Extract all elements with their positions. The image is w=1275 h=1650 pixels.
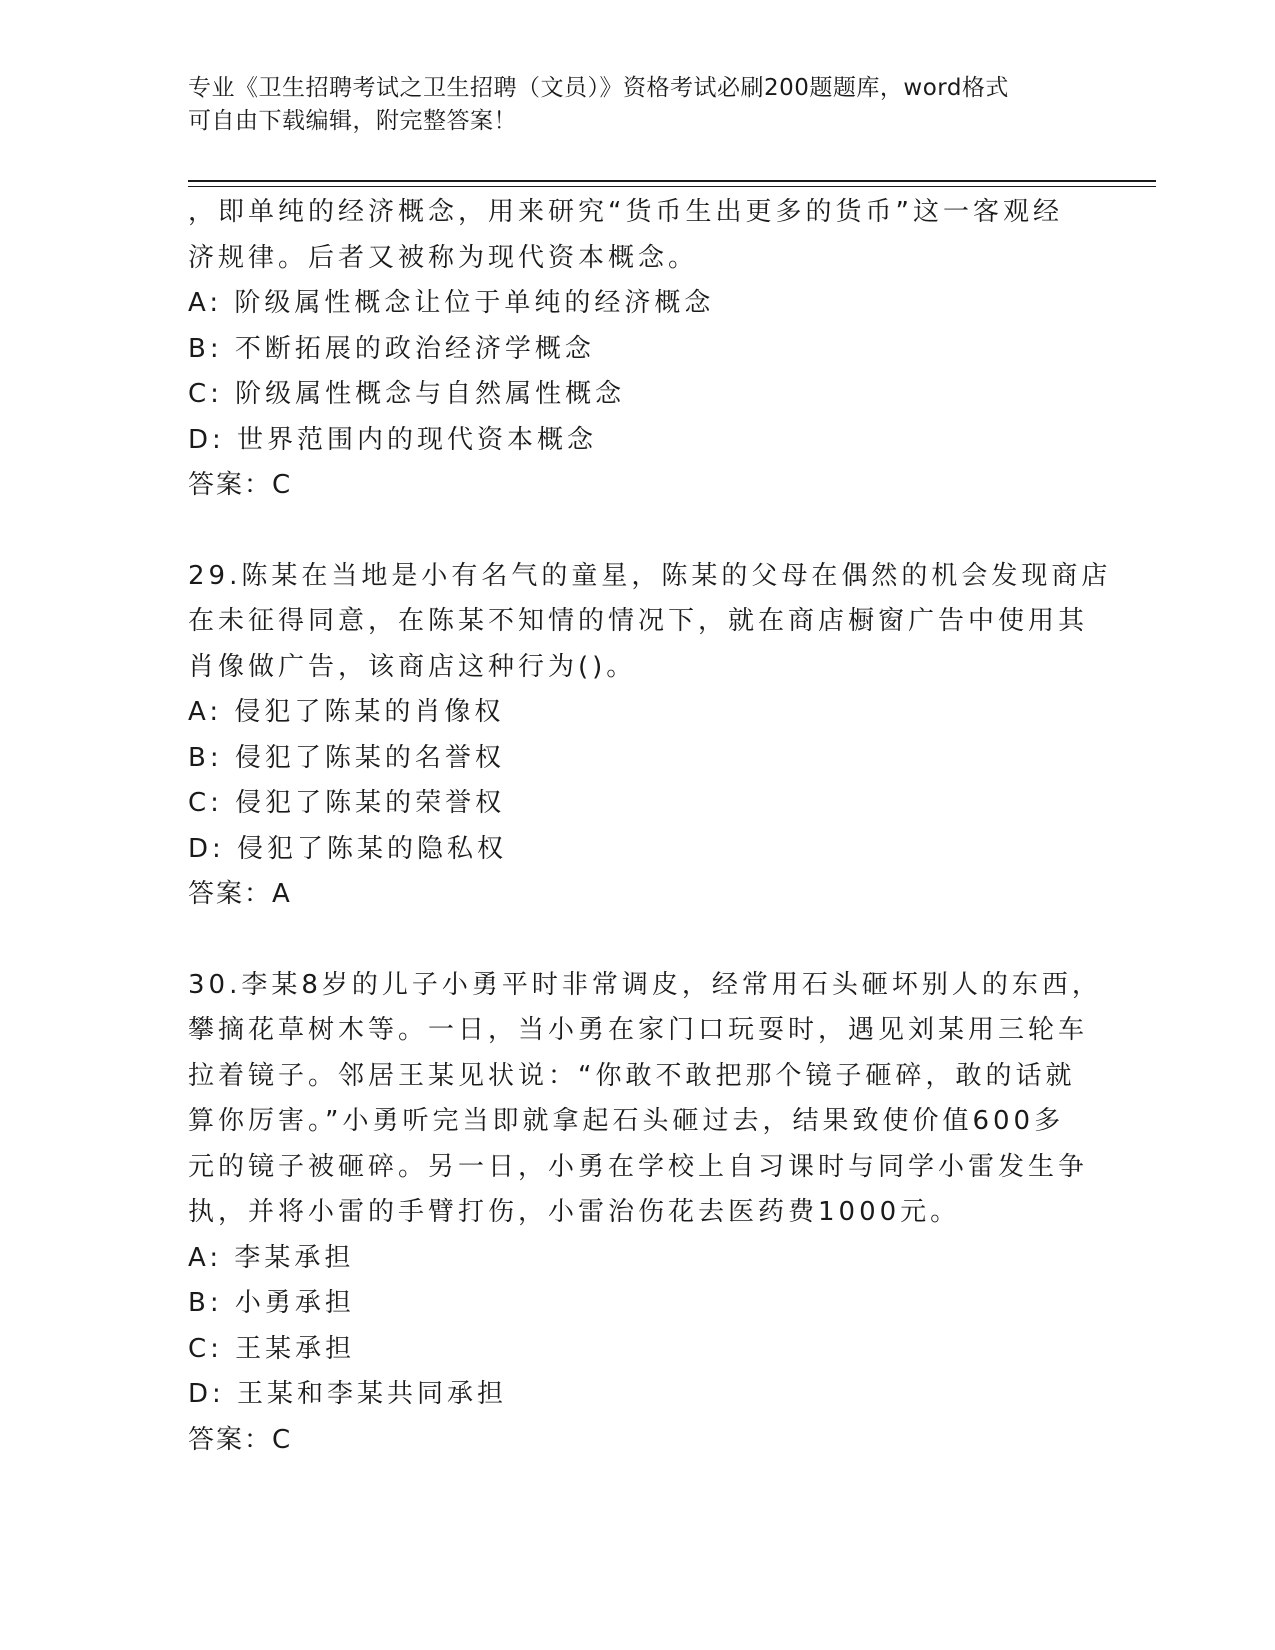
header-title-line-2: 可自由下载编辑，附完整答案！ <box>188 108 517 134</box>
option-c: C: 阶级属性概念与自然属性概念 <box>188 379 626 409</box>
question-stem-line: 在未征得同意，在陈某不知情的情况下，就在商店橱窗广告中使用其 <box>188 606 1089 636</box>
question-stem-line: 算你厉害。”小勇听完当即就拿起石头砸过去，结果致使价值600多 <box>188 1106 1065 1136</box>
option-a: A: 侵犯了陈某的肖像权 <box>188 697 505 727</box>
question-stem-line: 济规律。后者又被称为现代资本概念。 <box>188 242 699 273</box>
option-d: D: 王某和李某共同承担 <box>188 1379 508 1409</box>
question-stem-line: 元的镜子被砸碎。另一日，小勇在学校上自习课时与同学小雷发生争 <box>188 1151 1089 1182</box>
question-stem-line: ，即单纯的经济概念，用来研究“货币生出更多的货币”这一客观经 <box>188 197 1063 227</box>
header-divider-thin <box>188 186 1156 187</box>
document-header <box>188 72 1088 138</box>
question-stem-line: 执，并将小雷的手臂打伤，小雷治伤花去医药费1000元。 <box>188 1197 961 1227</box>
question-30 <box>188 963 1102 1464</box>
option-a: A: 阶级属性概念让位于单纯的经济概念 <box>188 288 715 318</box>
answer-line: 答案：A <box>188 879 292 909</box>
question-29 <box>188 554 1112 918</box>
answer-line: 答案：C <box>188 470 293 500</box>
option-b: B: 不断拓展的政治经济学概念 <box>188 333 595 364</box>
question-continuation <box>188 190 1088 509</box>
option-b: B: 小勇承担 <box>188 1288 355 1318</box>
option-c: C: 王某承担 <box>188 1333 356 1364</box>
question-stem-line: 拉着镜子。邻居王某见状说：“你敢不敢把那个镜子砸碎，敢的话就 <box>188 1060 1076 1091</box>
option-d: D: 世界范围内的现代资本概念 <box>188 424 598 455</box>
option-b: B: 侵犯了陈某的名誉权 <box>188 742 505 773</box>
question-stem-line: 肖像做广告，该商店这种行为()。 <box>188 651 637 682</box>
option-a: A: 李某承担 <box>188 1242 355 1273</box>
question-stem-line: 30.李某8岁的儿子小勇平时非常调皮，经常用石头砸坏别人的东西， <box>188 969 1102 1000</box>
answer-line: 答案：C <box>188 1424 293 1455</box>
option-d: D: 侵犯了陈某的隐私权 <box>188 833 508 864</box>
header-divider-thick <box>188 180 1156 182</box>
document-body <box>188 190 1112 1463</box>
question-stem-line: 29.陈某在当地是小有名气的童星，陈某的父母在偶然的机会发现商店 <box>188 560 1112 591</box>
header-title-line-1: 专业《卫生招聘考试之卫生招聘（文员）》资格考试必刷200题题库，word格式 <box>188 75 1009 101</box>
question-stem-line: 攀摘花草树木等。一日，当小勇在家门口玩耍时，遇见刘某用三轮车 <box>188 1015 1089 1045</box>
option-c: C: 侵犯了陈某的荣誉权 <box>188 788 506 818</box>
